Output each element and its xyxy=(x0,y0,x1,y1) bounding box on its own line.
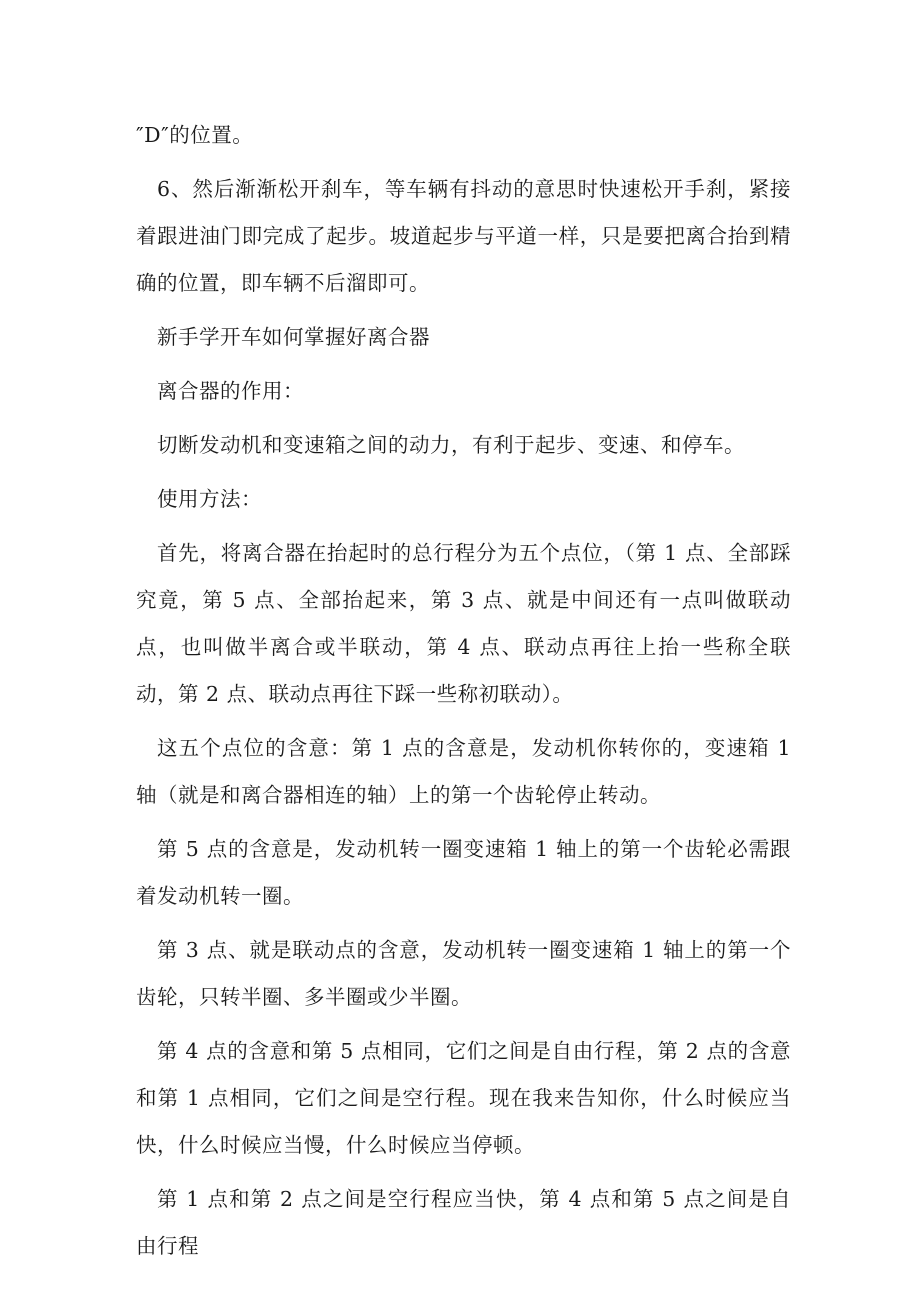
paragraph-clutch-function-label: 离合器的作用： xyxy=(157,379,304,403)
section-heading-clutch: 新手学开车如何掌握好离合器 xyxy=(157,325,430,349)
paragraph-step-6: 6、然后渐渐松开刹车，等车辆有抖动的意思时快速松开手刹，紧接着跟进油门即完成了起步。坡道起步与平道一样，只是要把离合抬到精确的位置，即车辆不后溜即可。 xyxy=(136,177,791,295)
paragraph-point-3: 第 3 点、就是联动点的含意，发动机转一圈变速箱 1 轴上的第一个齿轮，只转半圈、多半圈或少半圈。 xyxy=(136,938,791,1009)
paragraph-point-4-and-2: 第 4 点的含意和第 5 点相同，它们之间是自由行程，第 2 点的含意和第 1 点相同，它们之间是空行程。现在我来告知你，什么时候应当快，什么时候应当慢，什么时候应当停顿。 xyxy=(136,1039,791,1157)
paragraph-clutch-function: 切断发动机和变速箱之间的动力，有利于起步、变速、和停车。 xyxy=(157,433,745,457)
paragraph-five-points: 首先，将离合器在抬起时的总行程分为五个点位，（第 1 点、全部踩究竟，第 5 点、全部抬起来，第 3 点、就是中间还有一点叫做联动点，也叫做半离合或半联动，第 4 点、联动点再往上抬一些称全联动，第 2 点、联动点再往下踩一些称初联动）。 xyxy=(136,541,791,706)
paragraph-usage-label: 使用方法： xyxy=(157,487,262,511)
paragraph-speed-guidance: 第 1 点和第 2 点之间是空行程应当快，第 4 点和第 5 点之间是自由行程 xyxy=(136,1187,791,1258)
paragraph-d-position: ″D″的位置。 xyxy=(136,123,254,147)
paragraph-point-5: 第 5 点的含意是，发动机转一圈变速箱 1 轴上的第一个齿轮必需跟着发动机转一圈。 xyxy=(136,837,791,908)
paragraph-point-meanings: 这五个点位的含意：第 1 点的含意是，发动机你转你的，变速箱 1 轴（就是和离合器相连的轴）上的第一个齿轮停止转动。 xyxy=(136,736,791,807)
document-body xyxy=(136,112,791,1270)
